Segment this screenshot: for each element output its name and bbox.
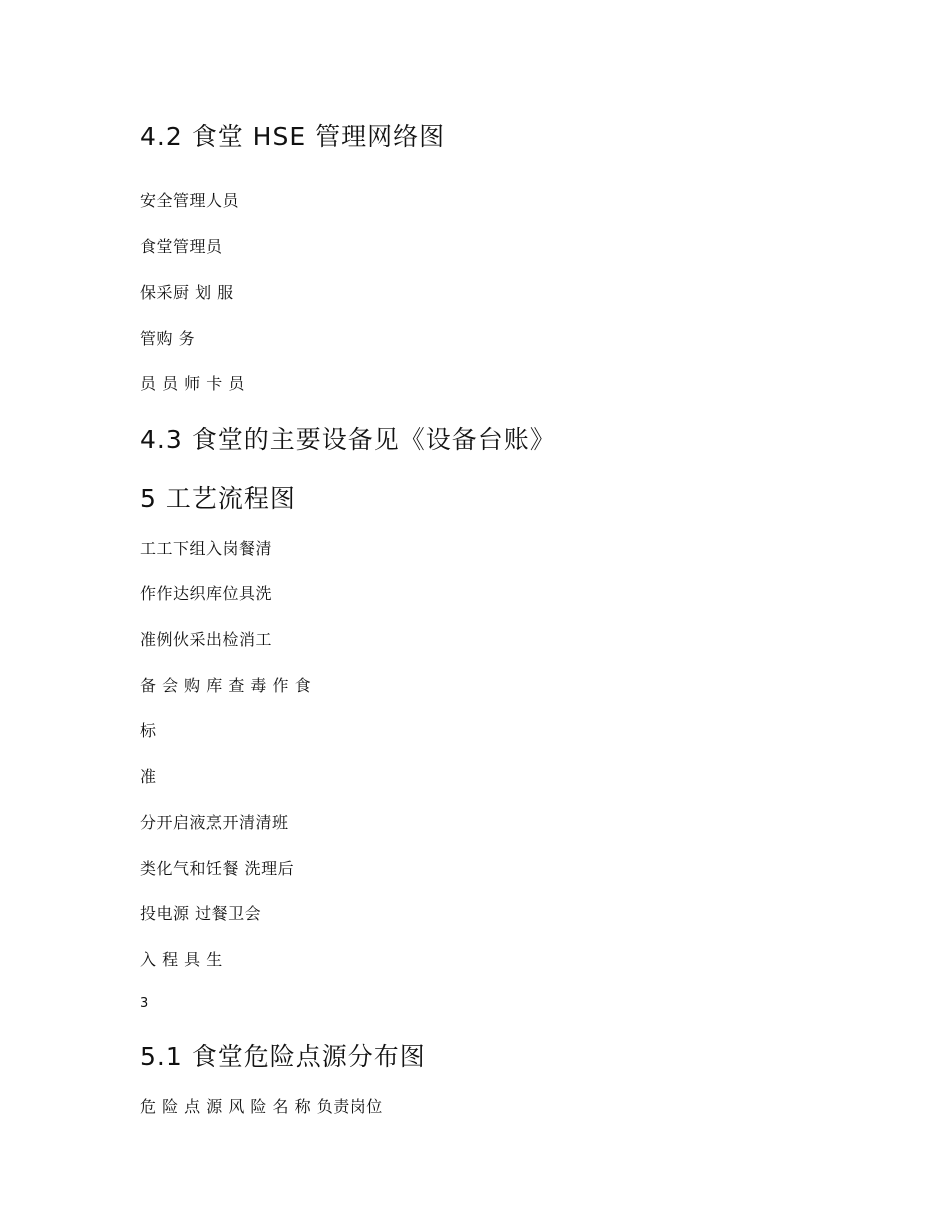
network-line-1: 安全管理人员	[140, 191, 240, 210]
process-line-3: 准例伙采出检消工	[140, 630, 273, 649]
network-line-2: 食堂管理员	[140, 237, 223, 256]
process-line-10: 入 程 具 生	[140, 950, 223, 969]
process-line-5: 标	[140, 721, 157, 740]
process-line-9: 投电源 过餐卫会	[140, 904, 262, 923]
section-heading-5: 5 工艺流程图	[140, 484, 296, 513]
network-line-5: 员 员 师 卡 员	[140, 374, 245, 393]
section-heading-5-1: 5.1 食堂危险点源分布图	[140, 1042, 426, 1071]
network-line-3: 保采厨 划 服	[140, 283, 234, 302]
network-line-4: 管购 务	[140, 329, 196, 348]
process-line-1: 工工下组入岗餐清	[140, 539, 273, 558]
section-heading-4-3: 4.3 食堂的主要设备见《设备台账》	[140, 425, 556, 454]
process-line-8: 类化气和饪餐 洗理后	[140, 859, 295, 878]
process-line-2: 作作达织库位具洗	[140, 584, 273, 603]
process-line-4: 备 会 购 库 查 毒 作 食	[140, 676, 312, 695]
process-line-7: 分开启液烹开清清班	[140, 813, 289, 832]
page-number: 3	[140, 996, 149, 1011]
hazard-table-header: 危 险 点 源 风 险 名 称 负责岗位	[140, 1097, 383, 1116]
section-heading-4-2: 4.2 食堂 HSE 管理网络图	[140, 122, 446, 151]
process-line-6: 准	[140, 767, 157, 786]
